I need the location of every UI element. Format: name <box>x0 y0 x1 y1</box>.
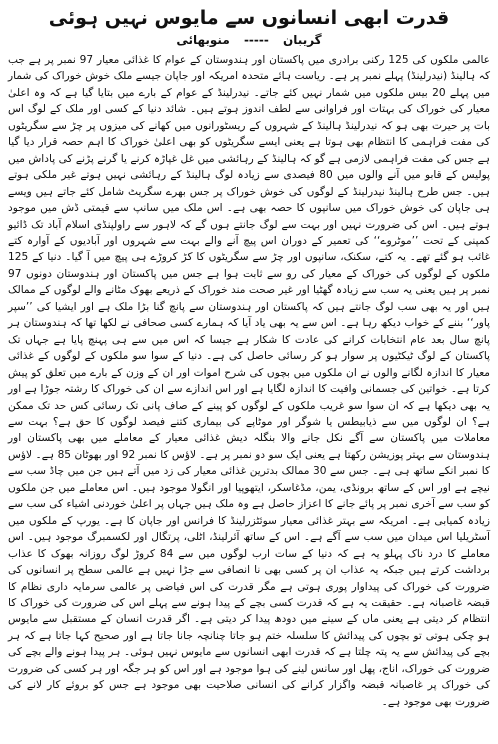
author-name: منوبھائی <box>176 33 230 47</box>
byline <box>8 32 490 48</box>
article-text: عالمی ملکوں کی 125 رکنی برادری میں پاکستان اور ہندوستان کے عوام کا غذائی معیار 97 نمبر پر ہے جب کہ ہالینڈ (نیدرلینڈ) پہلے نمبر پر ہے۔ ریاست ہائے متحدہ امریکہ اور جاپان جیسے ملک خوش خوراک کی شمار میں پہلے 20 بیس ملکوں میں شمار نہیں کئے جاتے۔ نیدرلینڈ کے عوام کے بارے میں بتایا گیا ہے کہ وہ اعلیٰ معیار کی خوراک کی بہتات اور فراوانی سے لطف اندوز ہوتے ہیں۔ شائد دنیا کے کسی اور ملک کے لوگ اس بات پر حیرت بھی ہو کہ نیدرلینڈ ہالینڈ کے شہروں کے ریسٹورانوں میں کھانے کی میزوں پر چڑ سے سگریٹوں کی مفت فراہمی کا انتظام بھی ہوتا ہے یعنی ایسے سگریٹوں کو بھی اعلیٰ خوراک کا اہم حصہ قرار دیا گیا ہے جس کی مفت فراہمی لازمی ہے گو کہ ہالینڈ کے رہائشی میں غل غپاڑہ کرنے یا گرنے پڑنے کی پاداش میں پولیس کے قابو میں آنے والوں میں 80 فیصدی سے زیادہ لوگ ہالینڈ کے رہائشی نہیں ہوتے غیر ملکی ہوتے ہیں۔ جس طرح ہالینڈ نیدرلینڈ کے لوگوں کی خوش خوراک پر جس بھرے سگریٹ شامل کئے جاتے ہیں ویسے ہی جاپان کی خوش خوراک میں سانپوں کا حصہ بھی ہے۔ اس ملک میں سانپ سے قیمتی ڈش میں موجود ہوتے ہیں۔ اس کی ضرورت نہیں اور بہت سے لوگ جانتے ہوں گے کہ لاہور سے راولپنڈی اسلام آباد تک ڈائیو کمپنی کے تحت ’’موٹروے‘‘ کی تعمیر کے دوران اس پیچ آنے والے بہت سے شہروں اور آبادیوں کے آوارہ کتے غائب ہو گئے تھے۔ یہ کتے، سکنک، سانپوں اور چڑ سے سگریٹوں کا کڑ کروڑے ہی پیچ میں آ گیا۔ دنیا کے 125 ملکوں کے لوگوں کی خوراک کے معیار کی رو سے ثابت ہوا ہے جس میں پاکستان اور ہندوستان دونوں 97 نمبر پر ہیں یعنی یہ سب سے زیادہ گھٹیا اور غیر صحت مند خوراک کے ذریعے بھوک مٹانے والے لوگوں کے ممالک ہیں اور یہ بھی سب لوگ جانتے ہیں کہ پاکستان اور ہندوستان سے پانچ گنا بڑا ملک ہے اور ایشیا کی ’’سپر پاور‘‘ بننے کے خواب دیکھ رہا ہے۔ اس سے یہ بھی یاد آیا کہ ہمارے کسی صحافی نے لکھا تھا کہ ہندوستان ہر پانچ سال بعد عام انتخابات کرانے کی عادت کا شکار ہے جیسا کہ اس میں سے ہی پہنچ پایا ہے جہاں تک پاکستان کے لوگ ٹیکٹیوں پر سوار ہو کر رسائی حاصل کی ہے۔ دنیا کے سوا سو ملکوں کے لوگوں کے غذائی معیار کا اندازہ لگانے والوں نے ان ملکوں میں بچوں کی شرح اموات اور ان کے وزن کے بارے میں تعلق کو پیش کرتا ہے۔ خواتین کی جسمانی وافیت کا اندازہ لگایا ہے اور اس اندازے سے ان کی خوراک کا رشتہ جوڑا ہے اور یہ بھی دیکھا ہے کہ ان سوا سو غریب ملکوں کے لوگوں کو پینے کے صاف پانی تک رسائی کس حد تک ممکن ہے؟ ان لوگوں میں سے ذیابیطس یا شوگر اور موٹاپے کی بیماری کتنے فیصد لوگوں کا حق ہے؟ بہت سے معاملات میں پاکستان سے آگے نکل جانے والا بنگلہ دیش غذائی معیار کے معاملے میں بھی پاکستان اور ہندوستان سے بہتر پوزیشن رکھتا ہے یعنی ایک سو دو نمبر پر ہے۔ لاؤس کا نمبر 92 اور بھوٹان 85 ہے۔ لاؤس کا نمبر انکے ساتھ ہی ہے۔ جس سے 30 ممالک بدترین غذائی معیار کی زد میں آتے ہیں جن میں چاڈ سب سے نیچے ہے اور اس کے ساتھ برونڈی، یمن، مڈغاسکر، ایتھوپیا اور انگولا موجود ہیں۔ اس معاملے میں جن ملکوں کو سب سے آخری نمبر پر پائے جانے کا اعزاز حاصل ہے وہ ملک ہیں جہاں پر اعلیٰ خوردنی اشیاء کی سب سے زیادہ کمیابی ہے۔ امریکہ سے بہتر غذائی معیار سوئٹزرلینڈ کا فرانس اور جاپان کا ہے۔ یورپ کے ملکوں میں آسٹریلیا اس میدان میں سب سے آگے ہے۔ اس کے ساتھ آئرلینڈ، اٹلی، پرتگال اور لکسمبرگ موجود ہیں۔ اس معاملے کا درد ناک پہلو یہ ہے کہ دنیا کے سات ارب لوگوں میں سے 84 کروڑ لوگ روزانہ بھوک کا عذاب برداشت کرتے ہیں جبکہ یہ عذاب ان پر کسی بھی نا انصافی سے جڑا نہیں ہے عالمی سطح پر انسانوں کی ضرورت کی خوراک کی پیداوار پوری ہوتی ہے مگر قدرت کی اس فیاضی پر عالمی سرمایہ داری نظام کا قبضہ غاصبانہ ہے۔ حقیقت یہ ہے کہ قدرت کسی بچے کے پیدا ہونے سے پہلے اس کی ضرورت کی خوراک کا انتظام کر دیتی ہے یعنی ماں کے سینے میں دودھ پیدا کر دیتی ہے۔ اگر قدرت انسان کے مستقبل سے مایوس ہو چکی ہوتی تو بچوں کی پیدائش کا سلسلہ ختم ہو جاتا چنانچہ جانا جاتا ہے اور صحیح کہا جاتا ہے کہ ہر بچے کی پیدائش سے یہ پتہ چلتا ہے کہ قدرت ابھی انسانوں سے مایوس نہیں ہوئی۔ ہر پیدا ہونے والے بچے کی ضرورت کی خوراک، اناج، پھل اور سانس لینے کی ہوا موجود ہے اور اس کو ہر جگہ اور ہر کسی کی ضرورت کی خوراک پر غاصبانہ قبضہ واگزار کرانے کی انسانی صلاحیت بھی موجود ہے جس کو بروئے کار لانے کی ضرورت بھی موجود ہے۔ <box>8 54 491 708</box>
column-name: گریبان <box>283 33 322 47</box>
article-title: قدرت ابھی انسانوں سے مایوس نہیں ہوئی <box>48 7 450 29</box>
article-body <box>8 52 490 710</box>
byline-separator: ----- <box>243 33 269 47</box>
